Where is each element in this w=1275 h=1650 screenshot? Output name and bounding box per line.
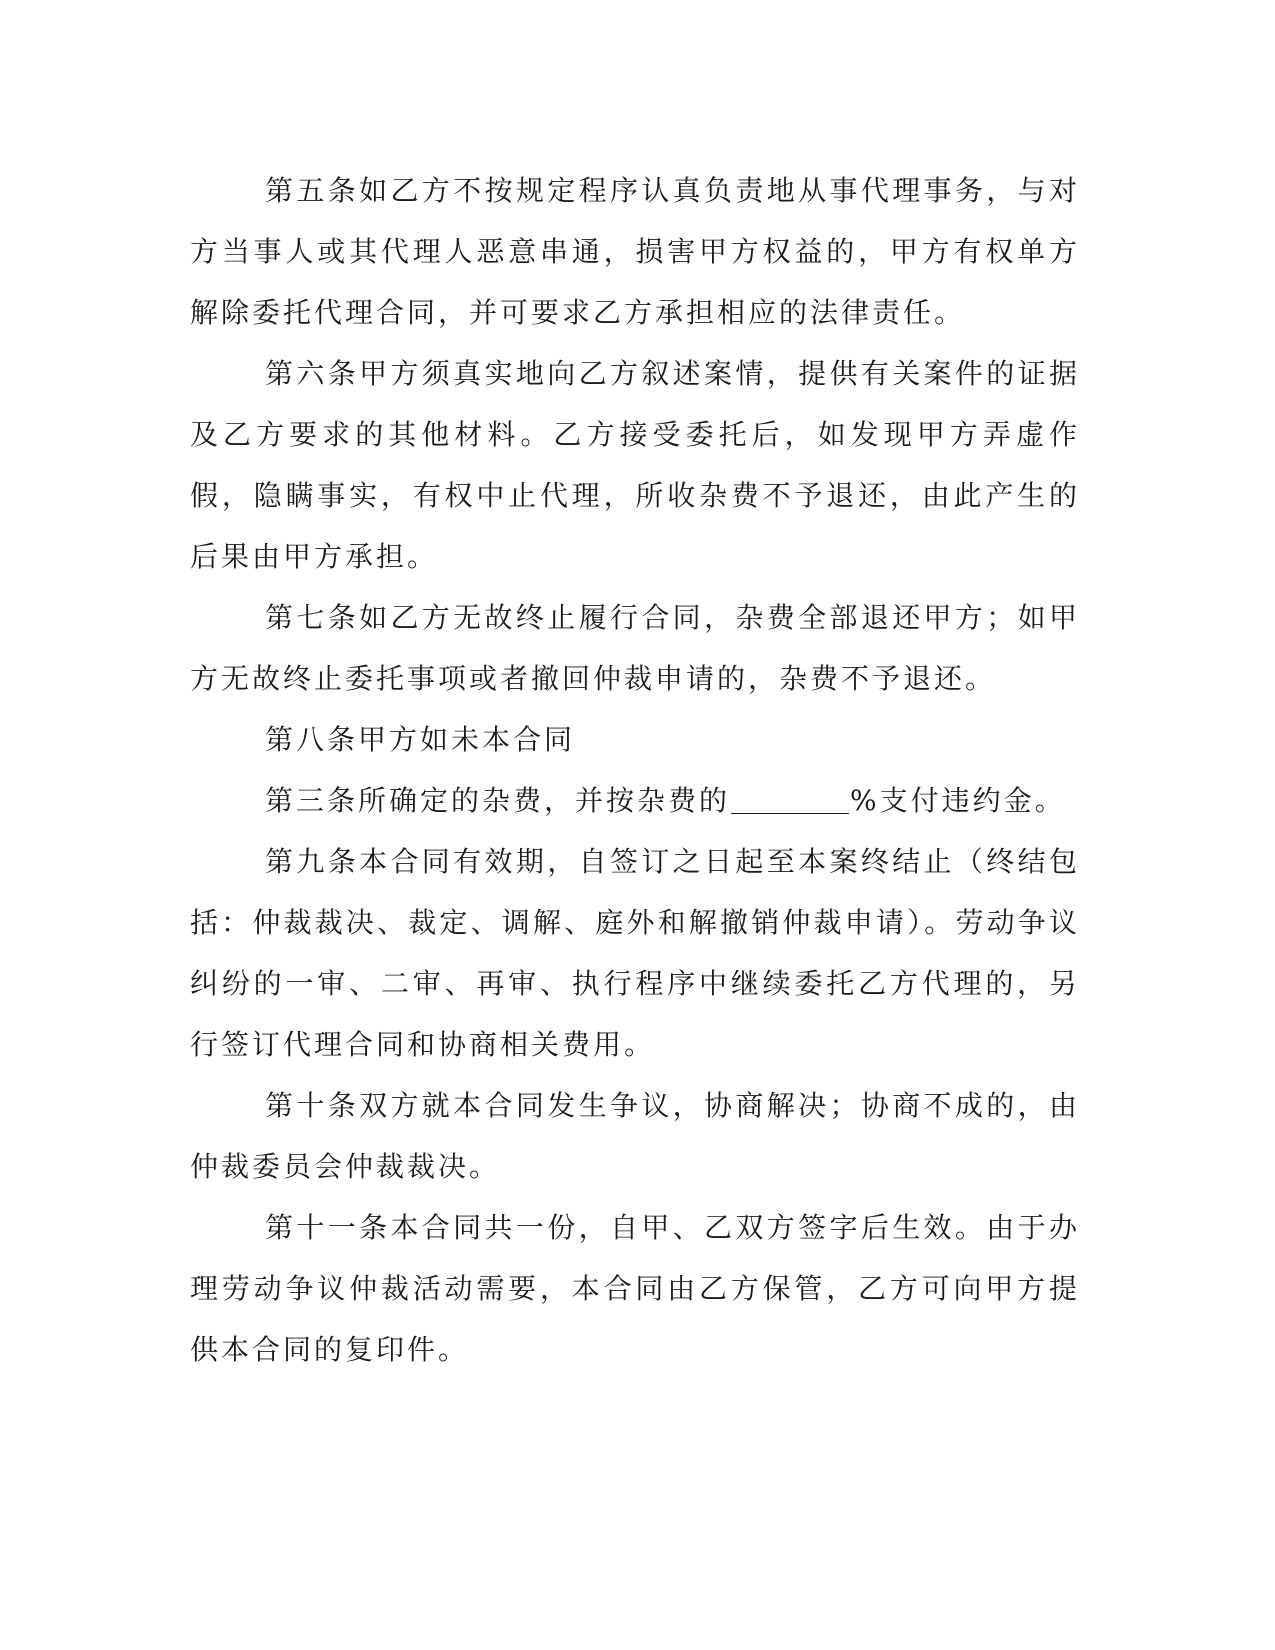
article-7-paragraph: 第七条如乙方无故终止履行合同，杂费全部退还甲方；如甲方无故终止委托事项或者撤回仲裁申请的，杂费不予退还。	[190, 601, 1080, 695]
article-11-paragraph: 第十一条本合同共一份，自甲、乙双方签字后生效。由于办理劳动争议仲裁活动需要，本合同由乙方保管，乙方可向甲方提供本合同的复印件。	[190, 1211, 1080, 1366]
penalty-text-after: %支付违约金。	[850, 784, 1066, 817]
document-body	[190, 160, 1080, 1380]
article-8-paragraph: 第八条甲方如未本合同	[265, 723, 576, 756]
article-10-paragraph: 第十条双方就本合同发生争议，协商解决；协商不成的，由仲裁委员会仲裁裁决。	[190, 1089, 1080, 1183]
penalty-text-before: 第三条所确定的杂费，并按杂费的	[265, 784, 731, 817]
article-9-paragraph: 第九条本合同有效期，自签订之日起至本案终结止（终结包括：仲裁裁决、裁定、调解、庭外和解撤销仲裁申请）。劳动争议纠纷的一审、二审、再审、执行程序中继续委托乙方代理的，另行签订代理合同和协商相关费用。	[190, 845, 1080, 1061]
penalty-percentage-blank	[731, 783, 849, 814]
article-5-paragraph: 第五条如乙方不按规定程序认真负责地从事代理事务，与对方当事人或其代理人恶意串通，损害甲方权益的，甲方有权单方解除委托代理合同，并可要求乙方承担相应的法律责任。	[190, 174, 1080, 329]
article-6-paragraph: 第六条甲方须真实地向乙方叙述案情，提供有关案件的证据及乙方要求的其他材料。乙方接受委托后，如发现甲方弄虚作假，隐瞒事实，有权中止代理，所收杂费不予退还，由此产生的后果由甲方承担。	[190, 357, 1080, 573]
penalty-paragraph	[190, 770, 1080, 831]
